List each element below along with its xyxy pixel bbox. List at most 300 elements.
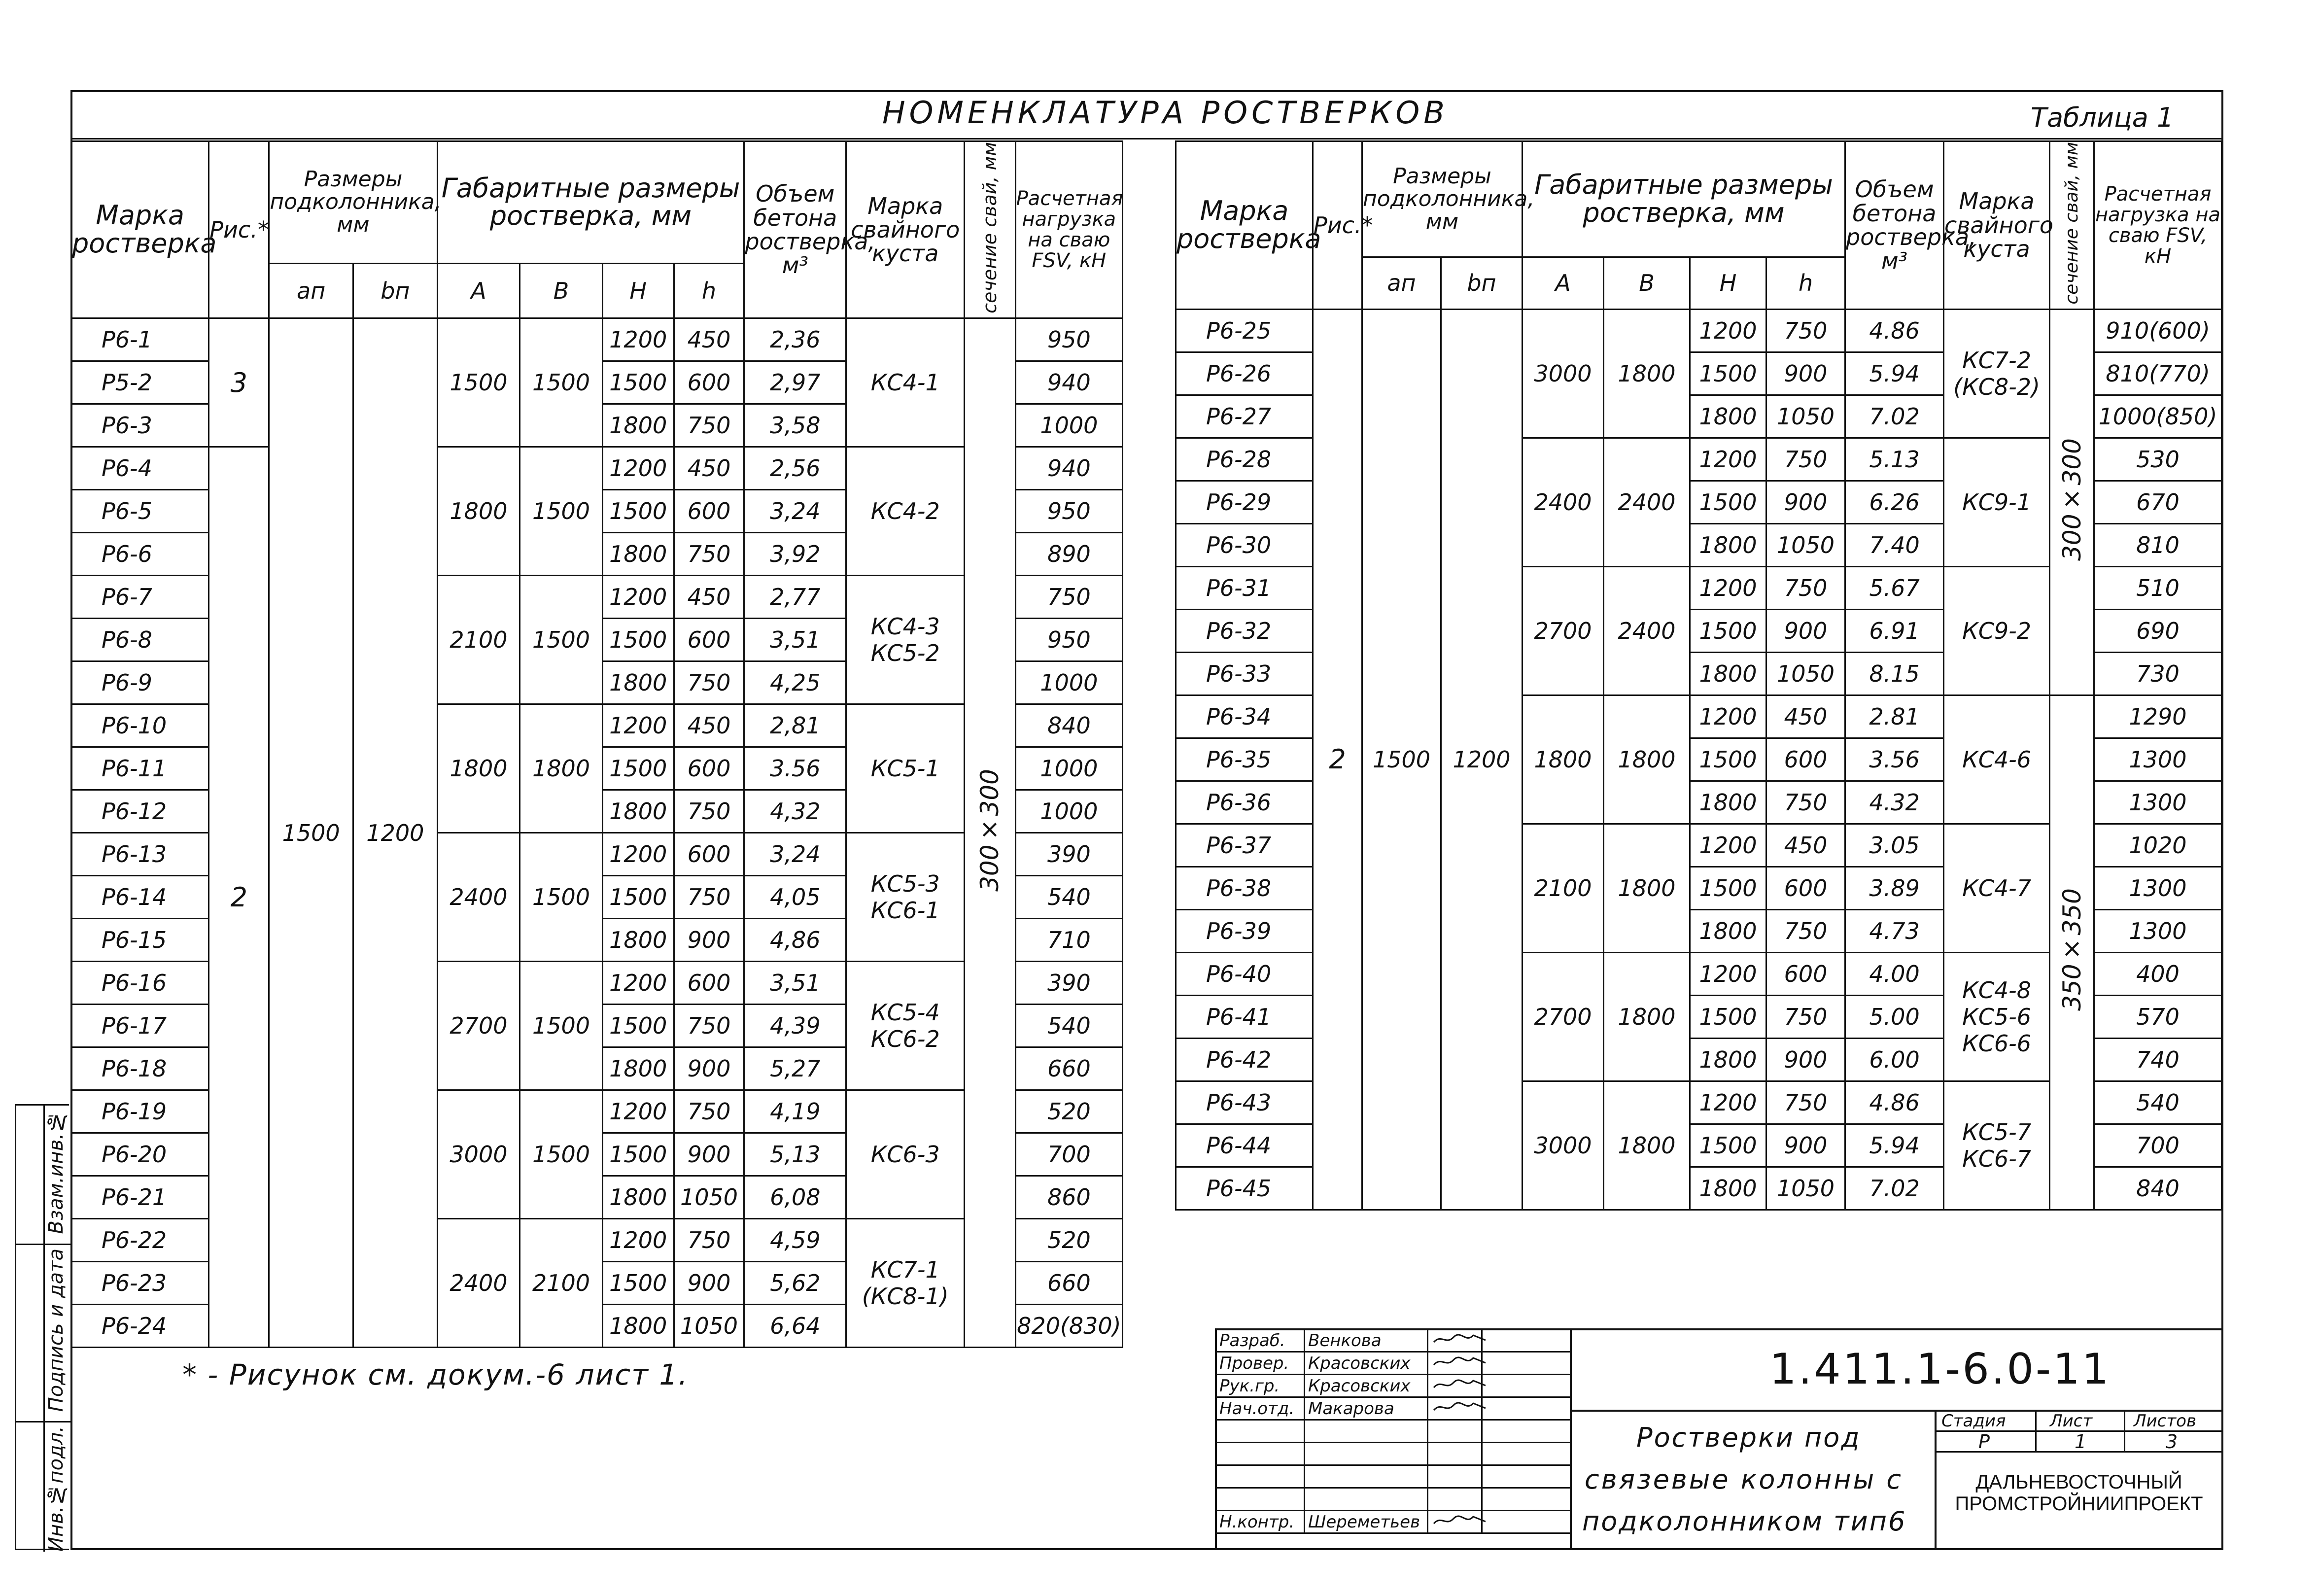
cell-mark: Р6-16 [71,962,209,1005]
cell-H: 1500 [1690,609,1766,652]
cell-A: 2400 [437,1219,520,1348]
cell-h: 900 [1766,1038,1845,1081]
cell-volume: 3.05 [1845,824,1944,867]
cell-section [965,318,1015,1348]
cell-h: 600 [674,619,744,661]
cell-volume: 4.86 [1845,309,1944,352]
document-code: 1.411.1-6.0-11 [1769,1345,2111,1394]
cell-B: 1500 [520,576,603,704]
cell-B: 1500 [520,1090,603,1219]
cell-volume: 4,25 [744,661,846,704]
cell-B: 1800 [1604,824,1690,952]
cell-h: 750 [674,404,744,447]
cell-h: 900 [1766,481,1845,523]
cell-load: 700 [2094,1124,2222,1167]
cell-A: 2700 [437,962,520,1090]
cell-A: 3000 [1523,309,1604,438]
table-row [71,318,1123,361]
signature-scribble [1431,1377,1490,1391]
cell-mark: Р6-20 [71,1133,209,1176]
cell-H: 1800 [1690,395,1766,438]
cell-h: 750 [674,1005,744,1047]
cell-H: 1800 [602,661,674,704]
cell-load: 910(600) [2094,309,2222,352]
cell-h: 1050 [674,1305,744,1348]
cell-H: 1200 [1690,952,1766,995]
cell-mark: Р6-37 [1176,824,1313,867]
cell-volume: 5,62 [744,1262,846,1305]
cell-H: 1500 [602,361,674,404]
cell-load: 710 [1015,919,1122,962]
cell-pile-mark: КС9-2 [1944,566,2050,695]
cell-H: 1800 [602,1305,674,1348]
cell-h: 750 [1766,438,1845,481]
cell-volume: 5.67 [1845,566,1944,609]
cell-H: 1500 [602,619,674,661]
cell-mark: Р6-26 [1176,352,1313,395]
org-line-2: ПРОМСТРОЙНИИПРОЕКТ [1955,1493,2203,1515]
cell-volume: 5.94 [1845,352,1944,395]
cell-load: 520 [1015,1090,1122,1133]
section-value: 300×300 [975,768,1004,892]
cell-mark: Р6-28 [1176,438,1313,481]
section-value: 350×350 [2057,888,2086,1011]
cell-h: 900 [674,1262,744,1305]
table-row [1176,309,2222,352]
cell-H: 1500 [602,1133,674,1176]
right-table-body [1176,309,2222,1210]
cell-h: 1050 [674,1176,744,1219]
col-B-header: B [520,263,603,318]
cell-load: 1300 [2094,781,2222,824]
cell-pile-mark: КС4-8 КС5-6 КС6-6 [1944,952,2050,1081]
cell-load: 1300 [2094,738,2222,781]
stamp-row [1216,1465,1571,1488]
cell-H: 1500 [602,747,674,790]
cell-mark: Р6-29 [1176,481,1313,523]
cell-h: 600 [674,747,744,790]
stamp-name: Макарова [1305,1397,1428,1420]
cell-A: 2400 [437,833,520,962]
cell-h: 450 [1766,695,1845,738]
cell-load: 1000 [1015,747,1122,790]
cell-load: 1300 [2094,867,2222,909]
cell-pile-mark: КС5-7 КС6-7 [1944,1081,2050,1210]
side-label-inv: Инв.№подл. [45,1426,68,1552]
left-table [70,140,1123,1348]
cell-h: 750 [1766,995,1845,1038]
cell-h: 450 [674,318,744,361]
stamp-name: Красовских [1305,1375,1428,1397]
cell-mark: Р6-3 [71,404,209,447]
cell-load: 1000 [1015,790,1122,833]
cell-mark: Р6-25 [1176,309,1313,352]
col-mark-header: Марка ростверка [71,141,209,318]
cell-A: 3000 [437,1090,520,1219]
cell-mark: Р6-40 [1176,952,1313,995]
stamp-row [1216,1488,1571,1511]
cell-h: 450 [674,704,744,747]
col-load-header: Расчетная нагрузка на сваю FSV, кН [2094,141,2222,310]
stage-value: Р [1978,1431,1990,1453]
stamp-date [1482,1352,1571,1375]
cell-h: 750 [1766,566,1845,609]
cell-H: 1200 [602,962,674,1005]
cell-volume: 3,24 [744,833,846,876]
col-pile-header: Марка свайного куста [1944,141,2050,310]
cell-mark: Р6-17 [71,1005,209,1047]
cell-mark: Р6-5 [71,490,209,533]
cell-volume: 3,92 [744,533,846,576]
cell-pile-mark: КС7-2 (КС8-2) [1944,309,2050,438]
cell-mark: Р6-35 [1176,738,1313,781]
cell-B: 1800 [1604,1081,1690,1210]
cell-load: 530 [2094,438,2222,481]
col-an-header: aп [1362,257,1441,310]
col-H-header: H [1690,257,1766,310]
cell-load: 940 [1015,447,1122,490]
stamp-date [1482,1443,1571,1465]
cell-volume: 2.81 [1845,695,1944,738]
cell-mark: Р6-38 [1176,867,1313,909]
cell-B: 1800 [1604,952,1690,1081]
cell-load: 390 [1015,833,1122,876]
cell-H: 1500 [602,1005,674,1047]
cell-pile-mark: КС6-3 [846,1090,965,1219]
cell-mark: Р6-31 [1176,566,1313,609]
cell-H: 1200 [602,447,674,490]
stamp-role: Нач.отд. [1216,1397,1305,1420]
cell-fig: 3 [209,318,269,447]
cell-mark: Р6-32 [1176,609,1313,652]
col-B-header: B [1604,257,1690,310]
cell-H: 1800 [602,790,674,833]
cell-load: 950 [1015,490,1122,533]
stamp-signature [1428,1465,1482,1488]
cell-pile-mark: КС4-2 [846,447,965,576]
stamp-row [1216,1329,1571,1352]
cell-volume: 3,51 [744,962,846,1005]
cell-volume: 5.13 [1845,438,1944,481]
cell-section [2050,695,2094,1210]
cell-mark: Р6-15 [71,919,209,962]
cell-mark: Р5-2 [71,361,209,404]
cell-load: 950 [1015,318,1122,361]
cell-A: 2400 [1523,438,1604,566]
cell-h: 750 [674,876,744,919]
signature-scribble [1431,1399,1490,1414]
stamp-name [1305,1465,1428,1488]
cell-load: 820(830) [1015,1305,1122,1348]
col-section-header: сечение свай, мм [965,141,1015,318]
cell-H: 1800 [1690,781,1766,824]
cell-H: 1500 [1690,1124,1766,1167]
cell-h: 600 [674,833,744,876]
cell-load: 950 [1015,619,1122,661]
col-bn-header: bп [1441,257,1523,310]
stamp-signature [1428,1511,1482,1533]
cell-volume: 4,19 [744,1090,846,1133]
col-overall-header: Габаритные размеры ростверка, мм [1523,141,1845,257]
cell-H: 1800 [602,404,674,447]
col-an-header: aп [269,263,353,318]
cell-volume: 4,59 [744,1219,846,1262]
cell-h: 1050 [1766,395,1845,438]
stamp-role [1216,1420,1305,1443]
col-fig-header: Рис.* [209,141,269,318]
cell-pile-mark: КС4-3 КС5-2 [846,576,965,704]
cell-h: 900 [674,919,744,962]
cell-mark: Р6-24 [71,1305,209,1348]
cell-volume: 5,13 [744,1133,846,1176]
cell-h: 600 [674,962,744,1005]
cell-B: 1800 [520,704,603,833]
cell-h: 450 [674,576,744,619]
cell-A: 2100 [1523,824,1604,952]
cell-load: 390 [1015,962,1122,1005]
cell-volume: 2,56 [744,447,846,490]
stamp-row [1216,1443,1571,1465]
cell-H: 1200 [602,318,674,361]
cell-mark: Р6-10 [71,704,209,747]
cell-A: 1500 [437,318,520,447]
cell-load: 890 [1015,533,1122,576]
cell-load: 400 [2094,952,2222,995]
cell-load: 840 [2094,1167,2222,1210]
sheets-value: 3 [2166,1431,2178,1453]
stamp-signature [1428,1397,1482,1420]
signature-table [1215,1328,1571,1534]
cell-load: 660 [1015,1262,1122,1305]
cell-bn: 1200 [353,318,438,1348]
cell-volume: 3.56 [1845,738,1944,781]
side-strip [15,1104,69,1550]
stamp-row [1216,1420,1571,1443]
cell-mark: Р6-30 [1176,523,1313,566]
cell-mark: Р6-7 [71,576,209,619]
col-overall-header: Габаритные размеры ростверка, мм [437,141,744,264]
cell-h: 900 [674,1047,744,1090]
cell-H: 1800 [602,533,674,576]
cell-H: 1500 [1690,867,1766,909]
stamp-name: Венкова [1305,1329,1428,1352]
cell-A: 1800 [437,447,520,576]
cell-an: 1500 [269,318,353,1348]
stamp-signature [1428,1352,1482,1375]
stage-label: Стадия [1941,1411,2006,1431]
col-A-header: A [1523,257,1604,310]
cell-load: 540 [1015,1005,1122,1047]
cell-h: 1050 [1766,1167,1845,1210]
cell-h: 750 [1766,309,1845,352]
cell-volume: 4,86 [744,919,846,962]
cell-mark: Р6-45 [1176,1167,1313,1210]
cell-A: 1800 [1523,695,1604,824]
cell-H: 1800 [1690,523,1766,566]
cell-H: 1800 [602,1047,674,1090]
sheet-label: Лист [2050,1411,2093,1431]
cell-mark: Р6-4 [71,447,209,490]
stamp-row [1216,1511,1571,1533]
cell-load: 750 [1015,576,1122,619]
cell-volume: 6.91 [1845,609,1944,652]
cell-H: 1800 [1690,1038,1766,1081]
stamp-date [1482,1329,1571,1352]
stamp-role [1216,1465,1305,1488]
signature-scribble [1431,1331,1490,1346]
cell-H: 1800 [602,1176,674,1219]
cell-mark: Р6-13 [71,833,209,876]
cell-B: 1800 [1604,309,1690,438]
cell-pile-mark: КС5-1 [846,704,965,833]
cell-A: 2700 [1523,952,1604,1081]
cell-H: 1200 [602,1219,674,1262]
cell-mark: Р6-9 [71,661,209,704]
cell-B: 1500 [520,318,603,447]
cell-h: 900 [674,1133,744,1176]
cell-H: 1800 [1690,909,1766,952]
org-line-1: ДАЛЬНЕВОСТОЧНЫЙ [1975,1471,2182,1493]
cell-h: 750 [674,533,744,576]
col-pedestal-header: Размеры подколонника, мм [269,141,437,264]
stamp-date [1482,1420,1571,1443]
cell-mark: Р6-18 [71,1047,209,1090]
col-bn-header: bп [353,263,438,318]
cell-pile-mark: КС7-1 (КС8-1) [846,1219,965,1348]
signature-scribble [1431,1354,1490,1369]
cell-load: 840 [1015,704,1122,747]
col-mark-header: Марка ростверка [1176,141,1313,310]
stamp-role [1216,1443,1305,1465]
cell-load: 730 [2094,652,2222,695]
cell-volume: 4.00 [1845,952,1944,995]
cell-H: 1500 [602,1262,674,1305]
stamp-role [1216,1488,1305,1511]
cell-mark: Р6-8 [71,619,209,661]
cell-load: 1000(850) [2094,395,2222,438]
cell-H: 1500 [602,876,674,919]
cell-volume: 3,24 [744,490,846,533]
cell-volume: 3.56 [744,747,846,790]
cell-H: 1200 [1690,438,1766,481]
side-label-sign: Подпись и дата [45,1249,68,1412]
cell-load: 1290 [2094,695,2222,738]
cell-B: 2400 [1604,566,1690,695]
cell-H: 1500 [602,490,674,533]
stamp-name [1305,1443,1428,1465]
stamp-role: Провер. [1216,1352,1305,1375]
cell-volume: 8.15 [1845,652,1944,695]
cell-h: 750 [674,790,744,833]
cell-volume: 4.32 [1845,781,1944,824]
cell-fig: 2 [209,447,269,1348]
cell-H: 1500 [1690,352,1766,395]
cell-volume: 2,77 [744,576,846,619]
cell-mark: Р6-11 [71,747,209,790]
col-section-header: сечение свай, мм [2050,141,2094,310]
cell-load: 1300 [2094,909,2222,952]
cell-H: 1200 [1690,695,1766,738]
cell-h: 600 [674,490,744,533]
stamp-name [1305,1420,1428,1443]
col-H-header: H [602,263,674,318]
cell-B: 2100 [520,1219,603,1348]
stamp-role: Разраб. [1216,1329,1305,1352]
cell-h: 600 [1766,738,1845,781]
cell-volume: 7.40 [1845,523,1944,566]
stamp-row [1216,1375,1571,1397]
header-rule [70,138,2223,139]
stamp-signature [1428,1420,1482,1443]
cell-mark: Р6-1 [71,318,209,361]
cell-h: 750 [1766,781,1845,824]
cell-mark: Р6-22 [71,1219,209,1262]
cell-load: 1020 [2094,824,2222,867]
stamp-date [1482,1488,1571,1511]
cell-load: 690 [2094,609,2222,652]
right-table [1175,140,2222,1211]
cell-H: 1200 [1690,1081,1766,1124]
doc-title-line-1: Ростверки под [1636,1422,1861,1453]
stamp-role: Рук.гр. [1216,1375,1305,1397]
col-fig-header: Рис.* [1313,141,1362,310]
cell-H: 1200 [602,1090,674,1133]
cell-volume: 4,39 [744,1005,846,1047]
stamp-name: Шереметьев [1305,1511,1428,1533]
cell-h: 450 [1766,824,1845,867]
cell-H: 1500 [1690,995,1766,1038]
doc-title-line-2: связевые колонны с [1585,1464,1904,1495]
cell-mark: Р6-44 [1176,1124,1313,1167]
col-pedestal-header: Размеры подколонника, мм [1362,141,1523,257]
cell-load: 520 [1015,1219,1122,1262]
cell-load: 700 [1015,1133,1122,1176]
cell-volume: 3.89 [1845,867,1944,909]
cell-H: 1200 [1690,566,1766,609]
cell-h: 750 [1766,909,1845,952]
cell-A: 2100 [437,576,520,704]
cell-A: 3000 [1523,1081,1604,1210]
stamp-date [1482,1465,1571,1488]
cell-load: 510 [2094,566,2222,609]
stamp-signature [1428,1329,1482,1352]
cell-volume: 4.86 [1845,1081,1944,1124]
cell-volume: 4,05 [744,876,846,919]
cell-volume: 2,97 [744,361,846,404]
cell-volume: 7.02 [1845,1167,1944,1210]
col-A-header: A [437,263,520,318]
col-h-header: h [1766,257,1845,310]
cell-h: 750 [674,1090,744,1133]
col-volume-header: Объем бетона ростверка, м³ [744,141,846,318]
cell-fig: 2 [1313,309,1362,1210]
cell-pile-mark: КС4-6 [1944,695,2050,824]
cell-mark: Р6-19 [71,1090,209,1133]
footnote: * - Рисунок см. докум.-6 лист 1. [182,1358,689,1391]
cell-pile-mark: КС4-7 [1944,824,2050,952]
cell-mark: Р6-6 [71,533,209,576]
cell-volume: 6,64 [744,1305,846,1348]
cell-H: 1500 [1690,738,1766,781]
stage-block [1937,1412,2221,1451]
cell-mark: Р6-36 [1176,781,1313,824]
cell-load: 740 [2094,1038,2222,1081]
cell-mark: Р6-42 [1176,1038,1313,1081]
cell-load: 570 [2094,995,2222,1038]
stamp-name: Красовских [1305,1352,1428,1375]
cell-volume: 6.26 [1845,481,1944,523]
cell-H: 1200 [1690,309,1766,352]
